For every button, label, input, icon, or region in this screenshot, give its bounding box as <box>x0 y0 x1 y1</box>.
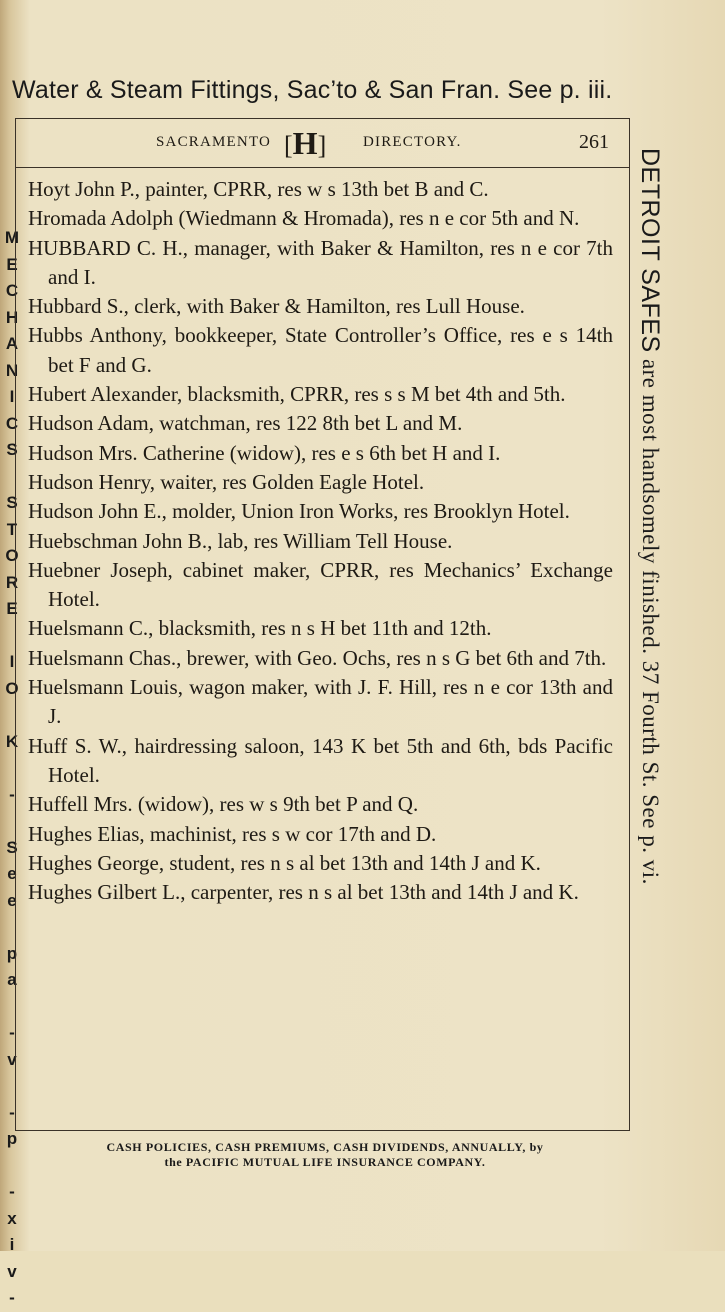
directory-entry: Hughes Elias, machinist, res s w cor 17th and D. <box>28 821 437 846</box>
left-ad-char: - <box>9 1288 15 1307</box>
left-ad-char <box>10 1073 15 1100</box>
directory-entry: Huffell Mrs. (widow), res w s 9th bet P and Q. <box>28 792 419 817</box>
left-ad-char <box>10 808 15 835</box>
left-ad-char: a <box>7 970 17 989</box>
left-ad-char: I <box>9 652 15 671</box>
left-ad-char: i <box>9 1235 15 1254</box>
left-ad-char: E <box>6 599 18 618</box>
left-ad-char <box>10 464 15 491</box>
directory-entry: Huff S. W., hairdressing saloon, 143 K bet 5th and 6th, bds Pacific Hotel. <box>28 733 613 787</box>
right-ad-text <box>635 148 664 885</box>
bottom-ad-line-1: CASH POLICIES, CASH PREMIUMS, CASH DIVIDENDS, ANNUALLY, by <box>106 1140 544 1154</box>
header-letter <box>284 125 326 162</box>
entry-list <box>28 175 613 907</box>
left-ad-char: C <box>5 281 19 300</box>
left-ad-char: I <box>9 387 15 406</box>
header-bracket-close: ] <box>317 131 327 160</box>
left-ad-char <box>10 914 15 941</box>
directory-entry: Hubbs Anthony, bookkeeper, State Controller’s Office, res e s 14th bet F and G. <box>28 323 613 377</box>
directory-entry: Hughes Gilbert L., carpenter, res n s al bet 13th and 14th J and K. <box>28 880 579 905</box>
directory-entry: Huelsmann Chas., brewer, with Geo. Ochs, res n s G bet 6th and 7th. <box>28 645 607 670</box>
directory-entry: Huelsmann Louis, wagon maker, with J. F. Hill, res n e cor 13th and J. <box>28 675 613 729</box>
header-title: DIRECTORY. <box>363 134 462 150</box>
left-ad-char: e <box>7 864 17 883</box>
left-ad-char: v <box>7 1049 17 1069</box>
directory-entry: Hudson Mrs. Catherine (widow), res e s 6th bet H and I. <box>28 440 501 465</box>
left-ad-char: e <box>7 890 17 910</box>
left-ad-char: O <box>5 546 19 565</box>
left-ad-char <box>10 623 15 650</box>
directory-entry: HUBBARD C. H., manager, with Baker & Hamilton, res n e cor 7th and I. <box>28 235 613 289</box>
right-margin-advertisement <box>635 148 675 1128</box>
directory-entry: Hubbard S., clerk, with Baker & Hamilton, res Lull House. <box>28 294 525 319</box>
left-ad-char: - <box>9 1102 15 1122</box>
directory-entry: Hubert Alexander, blacksmith, CPRR, res s s M bet 4th and 5th. <box>28 382 566 407</box>
directory-entry: Hudson John E., molder, Union Iron Works, res Brooklyn Hotel. <box>28 499 570 524</box>
header-bracket-open: [ <box>284 131 293 160</box>
page-header <box>16 119 629 168</box>
left-ad-char: A <box>5 334 19 353</box>
left-ad-char: N <box>5 360 19 380</box>
left-ad-char: p <box>6 1129 18 1148</box>
left-ad-char: - <box>9 784 15 804</box>
left-ad-char <box>10 702 15 729</box>
directory-entry: Hromada Adolph (Wiedmann & Hromada), res n e cor 5th and N. <box>28 206 580 231</box>
bottom-ad-line-2: the PACIFIC MUTUAL LIFE INSURANCE COMPANY. <box>164 1155 486 1169</box>
left-ad-char: R <box>5 572 19 592</box>
left-ad-char: - <box>9 1023 15 1042</box>
left-ad-char: p <box>6 943 18 963</box>
left-ad-char: T <box>6 519 18 539</box>
directory-entry: Hoyt John P., painter, CPRR, res w s 13th bet B and C. <box>28 177 489 201</box>
bottom-advertisement <box>20 1140 630 1170</box>
directory-entry: Hudson Henry, waiter, res Golden Eagle Hotel. <box>28 469 425 494</box>
left-ad-char <box>10 1153 15 1180</box>
directory-entry: Huebschman John B., lab, res William Tell House. <box>28 528 453 553</box>
directory-entry: Huelsmann C., blacksmith, res n s H bet 11th and 12th. <box>28 616 492 641</box>
directory-entry: Huebner Joseph, cabinet maker, CPRR, res Mechanics’ Exchange Hotel. <box>28 557 613 612</box>
left-ad-char: H <box>5 307 19 327</box>
directory-entry: Hudson Adam, watchman, res 122 8th bet L and M. <box>28 411 463 436</box>
top-advertisement: Water & Steam Fittings, Sac’to & San Fran. See p. iii. <box>12 76 613 104</box>
left-ad-char: M <box>4 228 20 247</box>
left-ad-char: S <box>6 493 18 512</box>
left-ad-char: S <box>6 837 18 857</box>
left-ad-char: O <box>5 678 19 698</box>
right-ad-brand: DETROIT SAFES <box>636 148 664 353</box>
left-ad-char: K <box>5 731 19 751</box>
left-ad-char: C <box>5 413 19 433</box>
left-ad-char: S <box>6 440 18 459</box>
directory-entry: Hughes George, student, res n s al bet 13th and 14th J and K. <box>28 850 541 875</box>
directory-box <box>15 118 630 1131</box>
left-ad-char: - <box>9 1182 15 1201</box>
left-ad-char <box>10 994 15 1021</box>
left-ad-char <box>10 755 15 782</box>
left-ad-char: x <box>7 1208 17 1228</box>
page-number: 261 <box>579 131 609 153</box>
header-letter-value: H <box>292 125 318 161</box>
right-ad-rest: are most handsomely finished. 37 Fourth St. See p. vi. <box>638 352 663 885</box>
header-city: SACRAMENTO <box>156 134 272 150</box>
left-ad-char: E <box>6 254 18 274</box>
left-ad-char: v <box>7 1261 17 1281</box>
